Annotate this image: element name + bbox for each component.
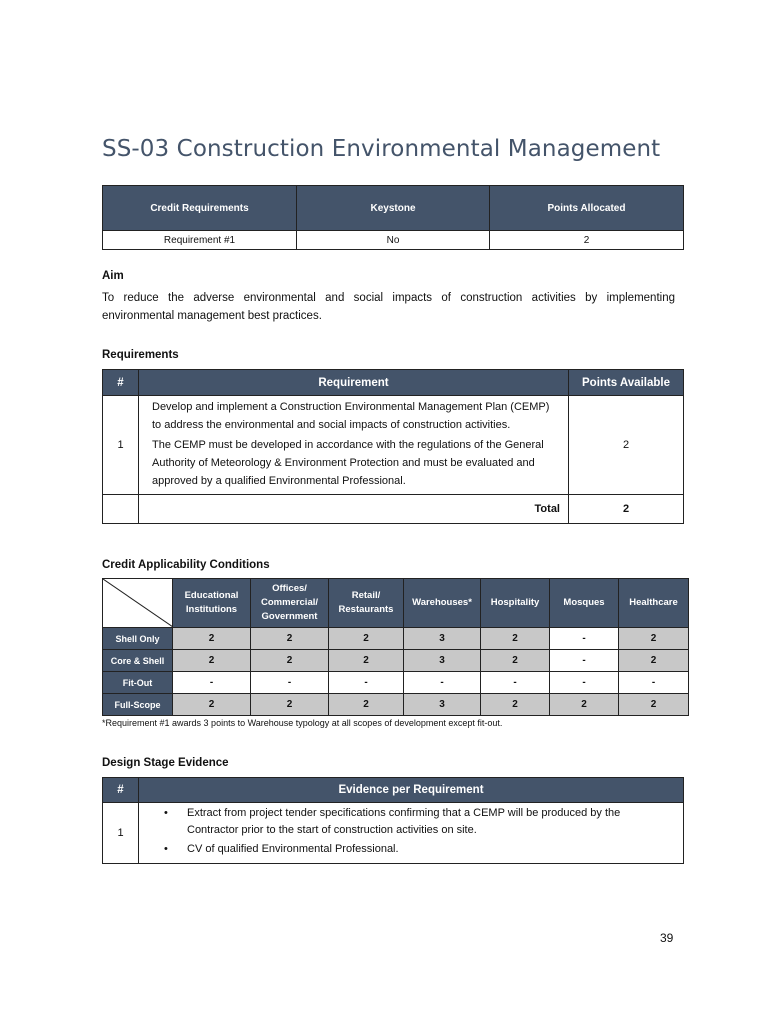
requirements-table xyxy=(102,369,684,524)
points-allocated-cell: 2 xyxy=(490,231,684,250)
column-header-retail: Retail/ Restaurants xyxy=(329,579,404,628)
table-cell: 2 xyxy=(550,694,619,716)
table-cell: - xyxy=(550,672,619,694)
list-item: • Extract from project tender specifications confirming that a CEMP will be produced by the Contractor prior to the start of construction activities on site. xyxy=(187,805,671,839)
keystone-cell: No xyxy=(297,231,490,250)
aim-text: To reduce the adverse environmental and social impacts of construction activities by implementing environmental management best practices. xyxy=(102,292,675,322)
requirement-header: Requirement xyxy=(139,370,569,396)
aim-heading: Aim xyxy=(102,270,124,282)
table-cell: 2 xyxy=(619,628,689,650)
points-available-header: Points Available xyxy=(569,370,684,396)
list-item: • CV of qualified Environmental Professional. xyxy=(187,841,671,858)
table-cell: - xyxy=(619,672,689,694)
table-cell: 2 xyxy=(481,650,550,672)
table-cell: 2 xyxy=(173,650,251,672)
number-header: # xyxy=(103,370,139,396)
table-cell: 2 xyxy=(251,694,329,716)
table-row xyxy=(103,672,689,694)
column-header-offices: Offices/ Commercial/ Government xyxy=(251,579,329,628)
keystone-header: Keystone xyxy=(297,186,490,231)
empty-cell xyxy=(103,495,139,524)
table-row xyxy=(103,396,684,495)
table-cell: 2 xyxy=(329,628,404,650)
table-cell: 3 xyxy=(404,650,481,672)
page-number: 39 xyxy=(660,931,674,945)
warehouse-footnote: *Requirement #1 awards 3 points to Warehouse typology at all scopes of development except fit-out. xyxy=(102,718,503,728)
table-row xyxy=(103,650,689,672)
evidence-list xyxy=(139,803,683,863)
table-row xyxy=(103,231,684,250)
table-cell: - xyxy=(251,672,329,694)
requirement-points: 2 xyxy=(569,396,684,495)
table-cell: - xyxy=(550,628,619,650)
applicability-heading: Credit Applicability Conditions xyxy=(102,559,270,571)
table-cell: - xyxy=(173,672,251,694)
table-cell: 3 xyxy=(404,628,481,650)
evidence-number: 1 xyxy=(103,803,139,864)
table-cell: - xyxy=(481,672,550,694)
table-cell: 2 xyxy=(329,694,404,716)
number-header: # xyxy=(103,778,139,803)
total-label: Total xyxy=(139,495,569,524)
column-header-educational: Educational Institutions xyxy=(173,579,251,628)
total-value: 2 xyxy=(569,495,684,524)
credit-summary-table xyxy=(102,185,684,250)
evidence-list-cell xyxy=(139,803,684,864)
table-cell: 2 xyxy=(329,650,404,672)
credit-requirements-header: Credit Requirements xyxy=(103,186,297,231)
evidence-heading: Design Stage Evidence xyxy=(102,757,229,769)
table-cell: 2 xyxy=(173,628,251,650)
table-cell: - xyxy=(550,650,619,672)
table-cell: 3 xyxy=(404,694,481,716)
requirements-heading: Requirements xyxy=(102,349,179,361)
table-cell: 2 xyxy=(481,628,550,650)
evidence-table xyxy=(102,777,684,864)
requirement-paragraph: Develop and implement a Construction Environmental Management Plan (CEMP) to address the environmental and social impacts of construction activities. xyxy=(152,401,550,431)
column-header-warehouses: Warehouses* xyxy=(404,579,481,628)
row-header-core-and-shell: Core & Shell xyxy=(103,650,173,672)
table-cell: 2 xyxy=(173,694,251,716)
column-header-mosques: Mosques xyxy=(550,579,619,628)
requirement-paragraph: The CEMP must be developed in accordance with the regulations of the General Authority of Meteorology & Environment Protection and must be evaluated and approved by a qualified Environmental Professional. xyxy=(152,439,544,487)
table-cell: - xyxy=(404,672,481,694)
diagonal-line xyxy=(103,579,173,627)
table-cell: 2 xyxy=(251,628,329,650)
row-header-fit-out: Fit-Out xyxy=(103,672,173,694)
row-header-full-scope: Full-Scope xyxy=(103,694,173,716)
table-cell: - xyxy=(329,672,404,694)
table-row xyxy=(103,803,684,864)
requirement-text xyxy=(139,396,569,495)
column-header-hospitality: Hospitality xyxy=(481,579,550,628)
total-row xyxy=(103,495,684,524)
table-cell: 2 xyxy=(251,650,329,672)
requirement-number: 1 xyxy=(103,396,139,495)
table-cell: 2 xyxy=(619,650,689,672)
diagonal-corner-cell xyxy=(103,579,173,628)
table-row xyxy=(103,628,689,650)
page-title: SS-03 Construction Environmental Management xyxy=(102,136,661,162)
row-header-shell-only: Shell Only xyxy=(103,628,173,650)
applicability-table xyxy=(102,578,689,716)
table-cell: 2 xyxy=(619,694,689,716)
credit-requirement-cell: Requirement #1 xyxy=(103,231,297,250)
points-allocated-header: Points Allocated xyxy=(490,186,684,231)
table-row xyxy=(103,694,689,716)
evidence-header: Evidence per Requirement xyxy=(139,778,684,803)
column-header-healthcare: Healthcare xyxy=(619,579,689,628)
table-cell: 2 xyxy=(481,694,550,716)
